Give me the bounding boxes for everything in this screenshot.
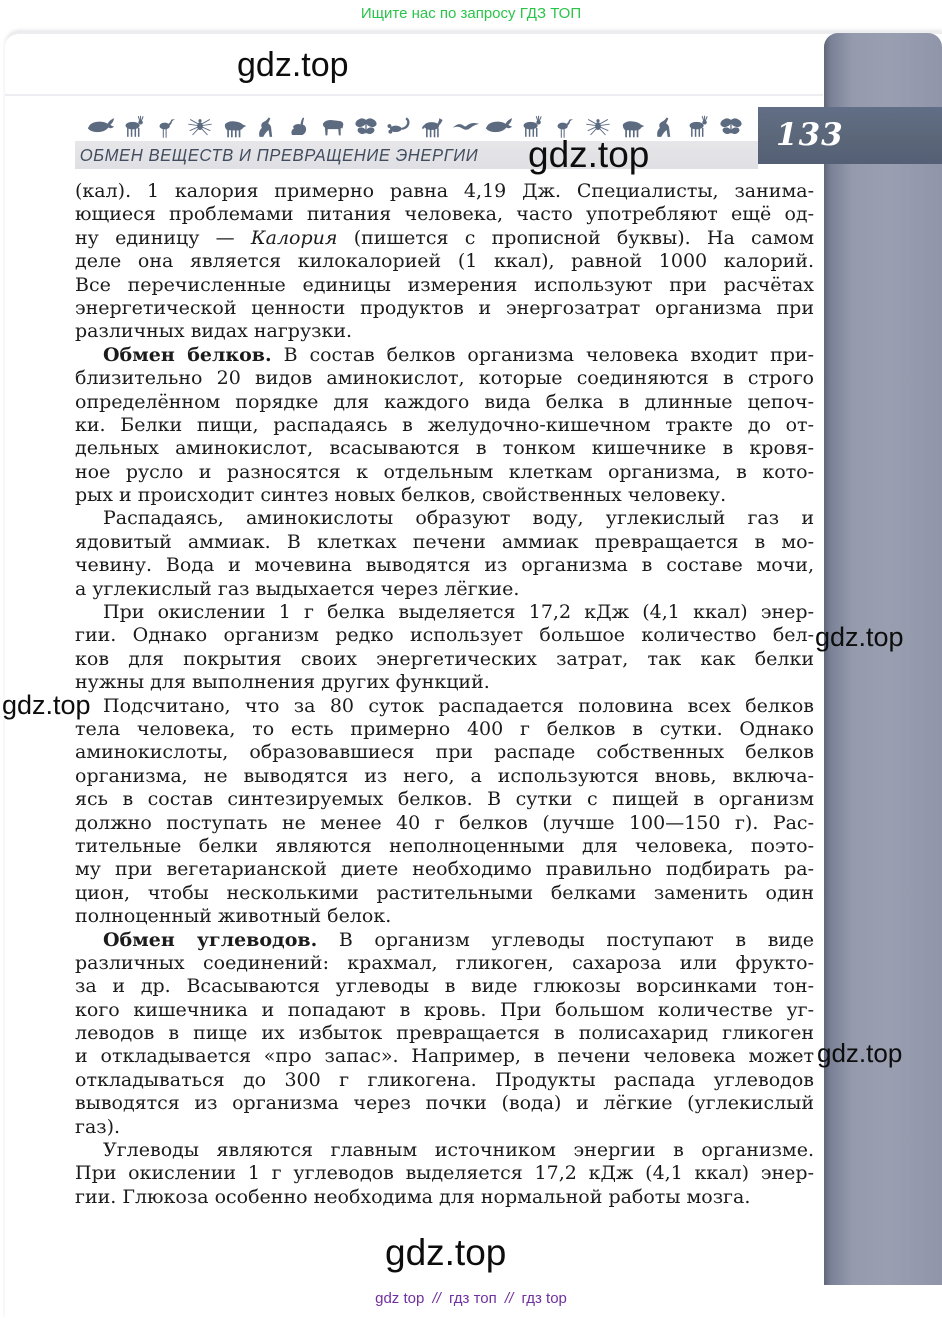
text-line: [75, 601, 814, 624]
text-run: При окислении 1 г белка выделяется 17,2 кДж (4,1 ккал) энер-: [103, 601, 814, 624]
text-run: различных соединений: крахмал, гликоген, сахароза или фрукто-: [75, 951, 814, 974]
text-run: Углеводы являются главным источником энергии в организме.: [103, 1139, 814, 1162]
text-run: ки. Белки пищи, распадаясь в желудочно-кишечном тракте до от-: [75, 413, 814, 436]
text-run: При окислении 1 г углеводов выделяется 17,2 кДж (4,1 ккал) энер-: [75, 1162, 814, 1185]
text-run: кого кишечника и попадают в кровь. При большом количестве уг-: [75, 998, 814, 1021]
bison-icon: [318, 113, 348, 140]
text-line: [75, 414, 814, 437]
footer-link[interactable]: гдз топ: [449, 1290, 497, 1307]
gdz-watermark: gdz.top: [528, 134, 650, 175]
page-top-edge: [5, 94, 823, 96]
text-run: определённом порядке для каждого вида белка в длинные цепоч-: [75, 390, 814, 413]
text-run: аминокислоты, образовавшиеся при распаде собственных белков: [75, 741, 814, 764]
horse-icon: [418, 113, 448, 140]
text-line: [75, 624, 814, 647]
hare-icon: [285, 113, 315, 140]
text-run: цион, чтобы несколькими растительными белками заменить один: [75, 881, 814, 904]
text-line: [75, 952, 814, 975]
body-text: [75, 180, 814, 1209]
text-line: [75, 812, 814, 835]
text-line: [75, 461, 814, 484]
text-run: (пишется с прописной буквы). На самом: [337, 226, 814, 249]
text-line: [75, 1116, 814, 1139]
text-line: [75, 250, 814, 273]
footer-link[interactable]: gdz top: [375, 1290, 425, 1307]
text-line: [75, 999, 814, 1022]
text-run: леводов в пище их избыток превращается в полисахарид гликоген: [75, 1022, 814, 1045]
butterfly-icon: [351, 113, 381, 140]
text-run: ну единицу —: [75, 226, 251, 249]
text-run: газ).: [75, 1115, 121, 1138]
text-line: [75, 437, 814, 460]
text-line: [75, 741, 814, 764]
text-run: нужны для выполнения других функций.: [75, 671, 490, 694]
footer-link[interactable]: гдз top: [521, 1290, 567, 1307]
text-line: [75, 648, 814, 671]
text-line: [75, 1139, 814, 1162]
text-line: [75, 203, 814, 226]
butterfly-icon: [716, 113, 746, 140]
footer-links: [0, 1290, 942, 1307]
text-line: [75, 858, 814, 881]
text-line: [75, 671, 814, 694]
text-line: [75, 1092, 814, 1115]
deer-icon: [119, 113, 149, 140]
italic-run: Калория: [250, 226, 338, 249]
bold-run: Обмен белков.: [103, 343, 272, 366]
text-run: полноценный животный белок.: [75, 905, 392, 928]
text-run: за и др. Всасываются углеводы в виде глюкозы ворсинками тон-: [75, 975, 814, 998]
text-run: ядовитый аммиак. В клетках печени аммиак превращается в мо-: [75, 530, 814, 553]
text-run: деле она является килокалорией (1 ккал), равной 1000 калорий.: [75, 250, 814, 273]
text-line: [75, 929, 814, 952]
text-run: тительные белки являются неполноценными для человека, поэто-: [75, 834, 814, 857]
text-run: ков для покрытия своих энергетических затрат, так как белки: [75, 647, 814, 670]
text-line: [75, 344, 814, 367]
gdz-watermark: gdz.top: [2, 690, 91, 720]
text-run: энергетической ценности продуктов и энергозатрат организма при: [75, 296, 814, 319]
page-number-band: [758, 107, 942, 164]
text-run: Распадаясь, аминокислоты образуют воду, углекислый газ и: [103, 507, 814, 530]
text-run: му при вегетарианской диете необходимо правильно подбирать ра-: [75, 858, 814, 881]
text-run: тела человека, то есть примерно 400 г белков в сутки. Однако: [75, 717, 814, 740]
text-run: ное русло и разносятся к отдельным клеткам организма, в кото-: [75, 460, 814, 483]
text-line: [75, 882, 814, 905]
text-line: [75, 507, 814, 530]
text-line: [75, 274, 814, 297]
gdz-watermark: gdz.top: [237, 46, 349, 84]
insect-icon: [185, 113, 215, 140]
footer-separator: //: [428, 1290, 445, 1307]
text-line: [75, 788, 814, 811]
text-line: [75, 695, 814, 718]
text-run: Подсчитано, что за 80 суток распадается половина всех белков: [103, 694, 814, 717]
text-run: ющиеся проблемами питания человека, часто употребляют ещё од-: [75, 203, 814, 226]
text-run: а углекислый газ выдыхается через лёгкие.: [75, 577, 520, 600]
text-line: [75, 484, 814, 507]
text-line: [75, 1022, 814, 1045]
text-run: различных видах нагрузки.: [75, 320, 353, 343]
text-run: (кал). 1 калория примерно равна 4,19 Дж. Специалисты, занима-: [75, 180, 814, 202]
whale-icon: [86, 113, 116, 140]
page-number: 133: [776, 117, 844, 153]
text-run: гии. Однако организм редко использует большое количество бел-: [75, 624, 814, 647]
gdz-watermark: gdz.top: [815, 622, 904, 652]
text-line: [75, 180, 814, 203]
text-run: гии. Глюкоза особенно необходима для нормальной работы мозга.: [75, 1185, 751, 1208]
text-run: В состав белков организма человека входит при-: [271, 343, 814, 366]
text-run: и откладывается «про запас». Например, в печени человека может: [75, 1045, 814, 1068]
text-line: [75, 718, 814, 741]
text-line: [75, 367, 814, 390]
text-line: [75, 578, 814, 601]
text-run: близительно 20 видов аминокислот, которые соединяются в строго: [75, 367, 814, 390]
text-run: Все перечисленные единицы измерения используют при расчётах: [75, 273, 814, 296]
text-line: [75, 531, 814, 554]
text-run: организма, не выводятся из него, а используются вновь, включа-: [75, 764, 814, 787]
text-line: [75, 297, 814, 320]
text-line: [75, 391, 814, 414]
side-margin-bar: [824, 33, 942, 1285]
top-banner-text: Ищите нас по запросу ГДЗ ТОП: [360, 5, 582, 22]
deer-icon: [683, 113, 713, 140]
bird-icon: [152, 113, 182, 140]
text-run: откладываться до 300 г гликогена. Продукты распада углеводов: [75, 1068, 814, 1091]
chapter-title: ОБМЕН ВЕЩЕСТВ И ПРЕВРАЩЕНИЕ ЭНЕРГИИ: [79, 145, 479, 165]
text-line: [75, 1045, 814, 1068]
text-line: [75, 835, 814, 858]
text-run: должно поступать не менее 40 г белков (лучше 100—150 г). Рас-: [75, 811, 814, 834]
kangaroo-icon: [252, 113, 282, 140]
text-line: [75, 227, 814, 250]
text-line: [75, 1162, 814, 1185]
chapter-header-band: [75, 141, 758, 169]
text-run: дельных аминокислот, всасываются в тонком кишечнике в кровя-: [75, 437, 814, 460]
scorpion-icon: [384, 113, 414, 140]
text-run: выводятся из организма через почки (вода) и лёгкие (углекислый: [75, 1092, 814, 1115]
kangaroo-icon: [650, 113, 680, 140]
text-run: В организм углеводы поступают в виде: [317, 928, 814, 951]
flying-bird-icon: [451, 113, 481, 140]
gdz-watermark: gdz.top: [385, 1232, 507, 1273]
text-line: [75, 975, 814, 998]
text-line: [75, 320, 814, 343]
text-run: рых и происходит синтез новых белков, свойственных человеку.: [75, 484, 727, 507]
text-run: ясь в состав синтезируемых белков. В сутки с пищей в организм: [75, 788, 814, 811]
boar-icon: [219, 113, 249, 140]
gdz-watermark: gdz.top: [817, 1038, 903, 1068]
text-line: [75, 765, 814, 788]
bold-run: Обмен углеводов.: [103, 928, 318, 951]
text-line: [75, 1069, 814, 1092]
text-run: чевину. Вода и мочевина выводятся из организма в составе мочи,: [75, 554, 814, 577]
text-line: [75, 1186, 814, 1209]
footer-separator: //: [500, 1290, 518, 1307]
text-line: [75, 554, 814, 577]
whale-icon: [484, 113, 514, 140]
text-line: [75, 905, 814, 928]
